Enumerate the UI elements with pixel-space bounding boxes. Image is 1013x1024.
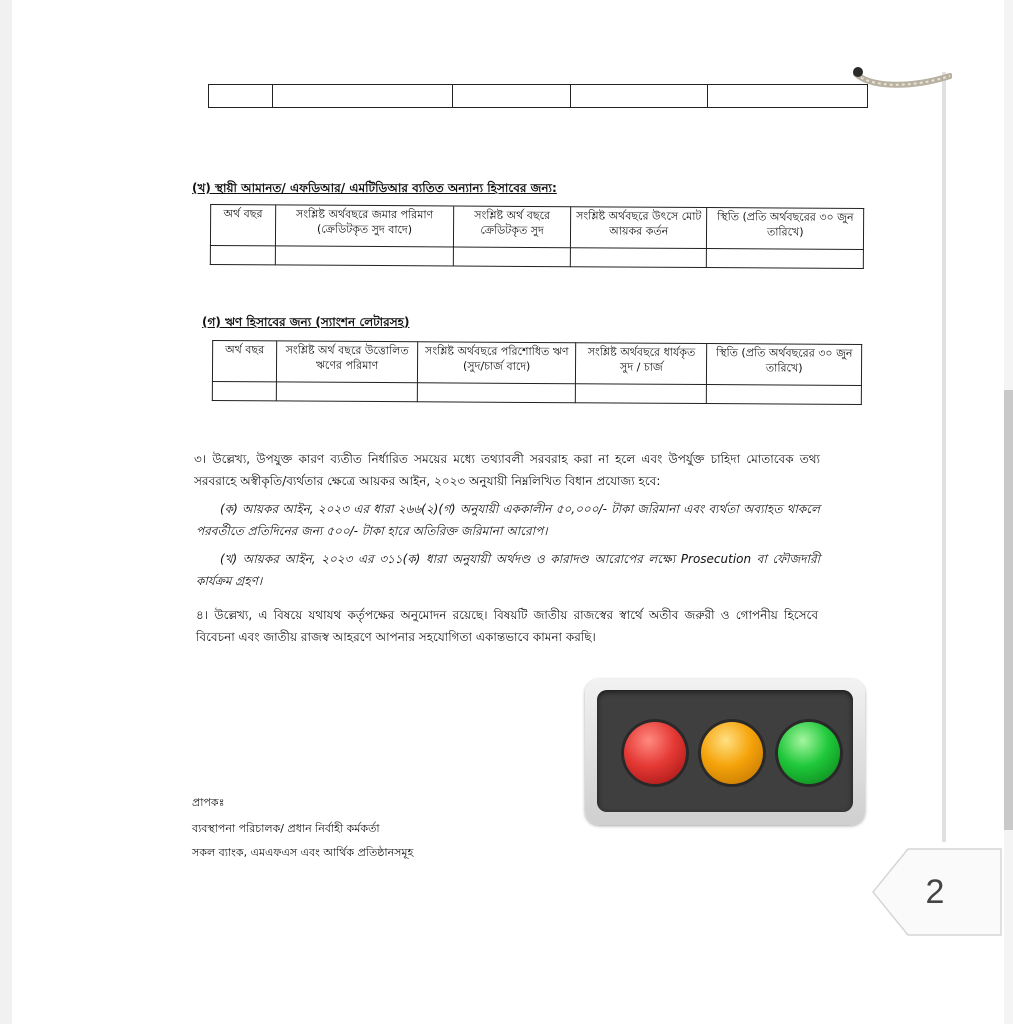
- table-cell: [209, 85, 273, 108]
- column-header: অর্থ বছর: [212, 341, 276, 382]
- column-header: সংশ্লিষ্ট অর্থবছরে পরিশোধিত ঋণ (সুদ/চার্জ বাদে): [417, 342, 576, 384]
- table-row: [209, 85, 868, 108]
- table-row: [210, 246, 863, 269]
- table-cell: [570, 248, 707, 268]
- traffic-light-housing: [597, 690, 853, 812]
- column-header: স্থিতি (প্রতি অর্থবছরের ৩০ জুন তারিখে): [707, 208, 864, 250]
- paragraph-3: ৩। উল্লেখ্য, উপযুক্ত কারণ ব্যতীত নির্ধারিত সময়ের মধ্যে তথ্যাবলী সরবরাহ করা না হলে এবং উপর্যুক্ত চাহিদা মোতাবেক তথ্য সরবরাহে অস্বীকৃতি/ব্যর্থতার ক্ষেত্রে আয়কর আইন, ২০২৩ অনুযায়ী নিম্নলিখিত বিধান প্রযোজ্য হবে:: [194, 452, 820, 488]
- paragraph-4: ৪। উল্লেখ্য, এ বিষয়ে যথাযথ কর্তৃপক্ষের অনুমোদন রয়েছে। বিষয়টি জাতীয় রাজস্বের স্বার্থে অতীব জরুরী ও গোপনীয় হিসেবে বিবেচনা এবং জাতীয় রাজস্ব আহরণে আপনার সহযোগিতা একান্তভাবে কামনা করছি।: [196, 608, 818, 644]
- table-cell: [275, 246, 454, 266]
- clause-kha: (খ) আয়কর আইন, ২০২৩ এর ৩১১(ক) ধারা অনুযায়ী অর্থদণ্ড ও কারাদণ্ড আরোপের লক্ষ্যে Prosecution বা ফৌজদারী কার্যক্রম গ্রহণ।: [196, 552, 820, 588]
- green-light-icon: [778, 722, 840, 784]
- section-ga-heading: (গ) ঋণ হিসাবের জন্য (স্যাংশন লেটারসহ): [202, 315, 410, 329]
- table-header-row: [212, 341, 861, 386]
- clause-ka: (ক) আয়কর আইন, ২০২৩ এর ধারা ২৬৬(২)(গ) অনুযায়ী এককালীন ৫০,০০০/- টাকা জরিমানা এবং ব্যর্থতা অব্যাহত থাকলে পরবর্তীতে প্রতিদিনের জন্য ৫০০/- টাকা হারে অতিরিক্ত জরিমানা আরোপ।: [196, 502, 820, 538]
- recipient-line-1: ব্যবস্থাপনা পরিচালক/ প্রধান নির্বাহী কর্মকর্তা: [192, 822, 380, 835]
- column-header: সংশ্লিষ্ট অর্থ বছরে ক্রেডিটকৃত সুদ: [454, 206, 571, 248]
- table-row: [212, 382, 861, 405]
- table-cell: [707, 249, 864, 269]
- column-header: সংশ্লিষ্ট অর্থবছরে উৎসে মোট আয়কর কর্তন: [570, 207, 707, 249]
- table-cell: [452, 85, 570, 108]
- deposit-table: [210, 204, 864, 269]
- traffic-light-icon: [585, 679, 865, 825]
- table-cell: [707, 385, 862, 405]
- table-header-row: [210, 205, 863, 250]
- loan-table: [212, 340, 862, 405]
- recipient-line-2: সকল ব্যাংক, এমএফএস এবং আর্থিক প্রতিষ্ঠানসমূহ: [192, 846, 414, 859]
- scrollbar-thumb[interactable]: [1004, 390, 1013, 830]
- table-cell: [273, 85, 452, 108]
- table-cell: [454, 247, 571, 267]
- table-cell: [276, 382, 417, 402]
- column-header: স্থিতি (প্রতি অর্থবছরের ৩০ জুন তারিখে): [707, 344, 862, 386]
- column-header: সংশ্লিষ্ট অর্থবছরে ধার্যকৃত সুদ / চার্জ: [576, 343, 707, 385]
- column-header: অর্থ বছর: [210, 205, 275, 246]
- table-cell: [417, 383, 576, 403]
- page-number: 2: [925, 873, 945, 911]
- column-header: সংশ্লিষ্ট অর্থবছরে জমার পরিমাণ (ক্রেডিটকৃত সুদ বাদে): [275, 205, 454, 247]
- column-header: সংশ্লিষ্ট অর্থ বছরে উত্তোলিত ঋণের পরিমাণ: [277, 341, 418, 383]
- yellow-light-icon: [701, 722, 763, 784]
- top-table: [208, 84, 868, 108]
- table-cell: [570, 85, 708, 108]
- table-cell: [576, 384, 707, 404]
- red-light-icon: [624, 722, 686, 784]
- table-cell: [708, 85, 868, 108]
- section-kha-heading: (খ) স্থায়ী আমানত/ এফডিআর/ এমটিডিআর ব্যতিত অন্যান্য হিসাবের জন্য:: [192, 181, 557, 195]
- recipient-label: প্রাপকঃ: [192, 796, 225, 809]
- table-cell: [210, 246, 275, 265]
- table-cell: [212, 382, 276, 401]
- paper-edge: [942, 72, 946, 842]
